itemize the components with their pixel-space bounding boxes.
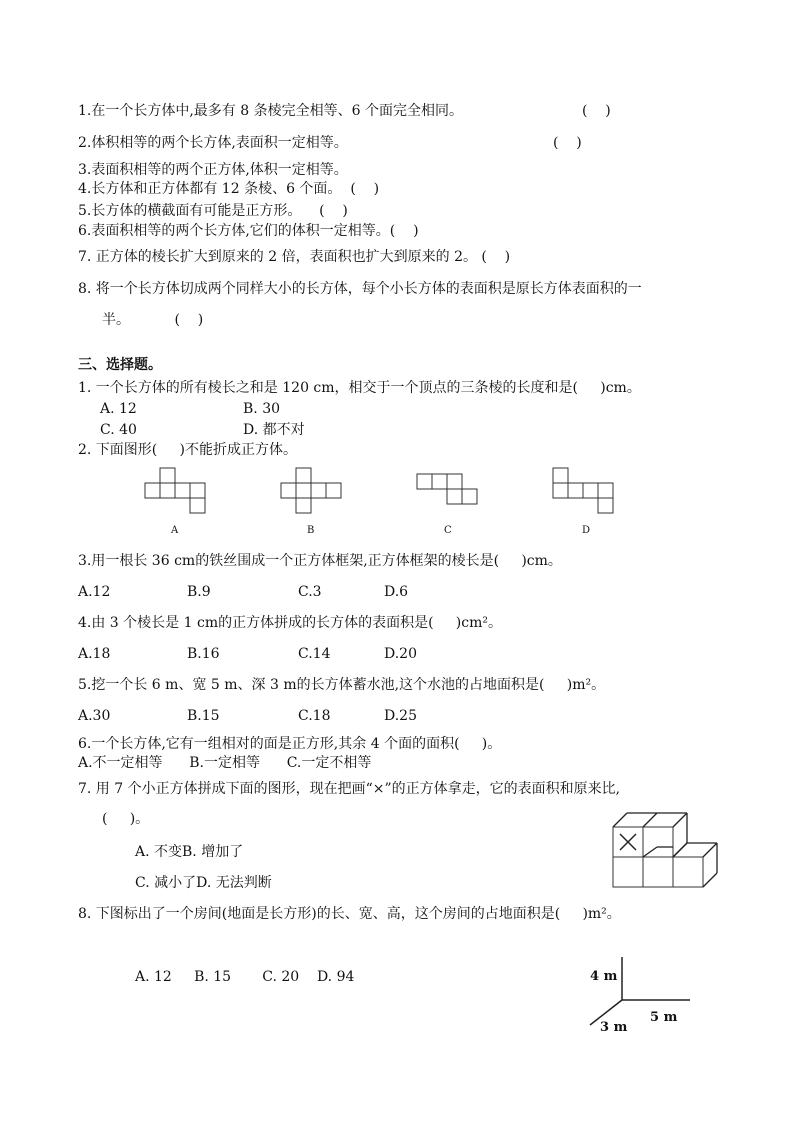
room-width-label: 3 m: [600, 1020, 628, 1035]
choice-q8: 8. 下图标出了一个房间(地面是长方形)的长、宽、高，这个房间的占地面积是( )m²。: [78, 906, 621, 922]
choice-q7-cd: C. 减小了D. 无法判断: [135, 875, 272, 891]
net-label-d: D: [582, 525, 591, 536]
judge-q8-line2: 半。 ( ): [102, 312, 204, 328]
choice-q6-options: A.不一定相等 B.一定相等 C.一定不相等: [78, 755, 372, 771]
section-title: 三、选择题。: [78, 357, 162, 373]
choice-q5: 5.挖一个长 6 m、宽 5 m、深 3 m的长方体蓄水池,这个水池的占地面积是( )m²。: [78, 677, 606, 693]
choice-q1: 1. 一个长方体的所有棱长之和是 120 cm，相交于一个顶点的三条棱的长度和是( )cm。: [78, 380, 641, 396]
judge-q6: 6.表面积相等的两个长方体,它们的体积一定相等。( ): [78, 223, 419, 239]
judge-q7: 7. 正方体的棱长扩大到原来的 2 倍，表面积也扩大到原来的 2。 ( ): [78, 249, 511, 265]
judge-q3: 3.表面积相等的两个正方体,体积一定相等。: [78, 162, 348, 178]
net-label-a: A: [171, 525, 179, 536]
room-length-label: 5 m: [650, 1010, 678, 1025]
net-figure-c: [417, 474, 479, 508]
choice-q5-a: A.30: [78, 708, 111, 724]
choice-q3-d: D.6: [384, 584, 409, 600]
choice-q3-c: C.3: [298, 584, 322, 600]
judge-q1-paren: ( ): [582, 103, 611, 119]
choice-q4: 4.由 3 个棱长是 1 cm的正方体拼成的长方体的表面积是( )cm²。: [78, 615, 502, 631]
choice-q3: 3.用一根长 36 cm的铁丝围成一个正方体框架,正方体框架的棱长是( )cm。: [78, 553, 562, 569]
choice-q7-ab: A. 不变B. 增加了: [135, 844, 244, 860]
judge-q8-line1: 8. 将一个长方体切成两个同样大小的长方体，每个小长方体的表面积是原长方体表面积的一: [78, 281, 642, 297]
choice-q4-b: B.16: [187, 646, 220, 662]
choice-q1-b: B. 30: [243, 401, 281, 417]
choice-q4-a: A.18: [78, 646, 111, 662]
room-height-label: 4 m: [590, 969, 618, 984]
choice-q3-a: A.12: [78, 584, 111, 600]
judge-q2: 2.体积相等的两个长方体,表面积一定相等。: [78, 135, 348, 151]
choice-q4-d: D.20: [384, 646, 417, 662]
choice-q5-c: C.18: [298, 708, 331, 724]
net-label-b: B: [307, 525, 315, 536]
choice-q1-a: A. 12: [100, 401, 137, 417]
choice-q3-b: B.9: [187, 584, 211, 600]
judge-q4: 4.长方体和正方体都有 12 条棱、6 个面。 ( ): [78, 181, 380, 197]
choice-q6: 6.一个长方体,它有一组相对的面是正方形,其余 4 个面的面积( )。: [78, 736, 502, 752]
choice-q5-b: B.15: [187, 708, 220, 724]
judge-q5: 5.长方体的横截面有可能是正方形。 ( ): [78, 203, 348, 219]
choice-q8-options: A. 12 B. 15 C. 20 D. 94: [135, 969, 355, 985]
net-figure-d: [553, 468, 615, 514]
net-figure-a: [145, 468, 207, 514]
choice-q4-c: C.14: [298, 646, 331, 662]
choice-q5-d: D.25: [384, 708, 417, 724]
choice-q2: 2. 下面图形( )不能折成正方体。: [78, 442, 297, 458]
choice-q1-c: C. 40: [100, 422, 137, 438]
cube-stack-figure: [612, 806, 722, 888]
judge-q1: 1.在一个长方体中,最多有 8 条棱完全相等、6 个面完全相同。: [78, 103, 463, 119]
choice-q7-line1: 7. 用 7 个小正方体拼成下面的图形，现在把画“×”的正方体拿走，它的表面积和原来比,: [78, 781, 621, 797]
judge-q2-paren: ( ): [553, 135, 582, 151]
net-figure-b: [281, 468, 343, 514]
choice-q7-paren: ( )。: [102, 811, 150, 827]
choice-q1-d: D. 都不对: [243, 422, 305, 438]
net-label-c: C: [444, 525, 452, 536]
